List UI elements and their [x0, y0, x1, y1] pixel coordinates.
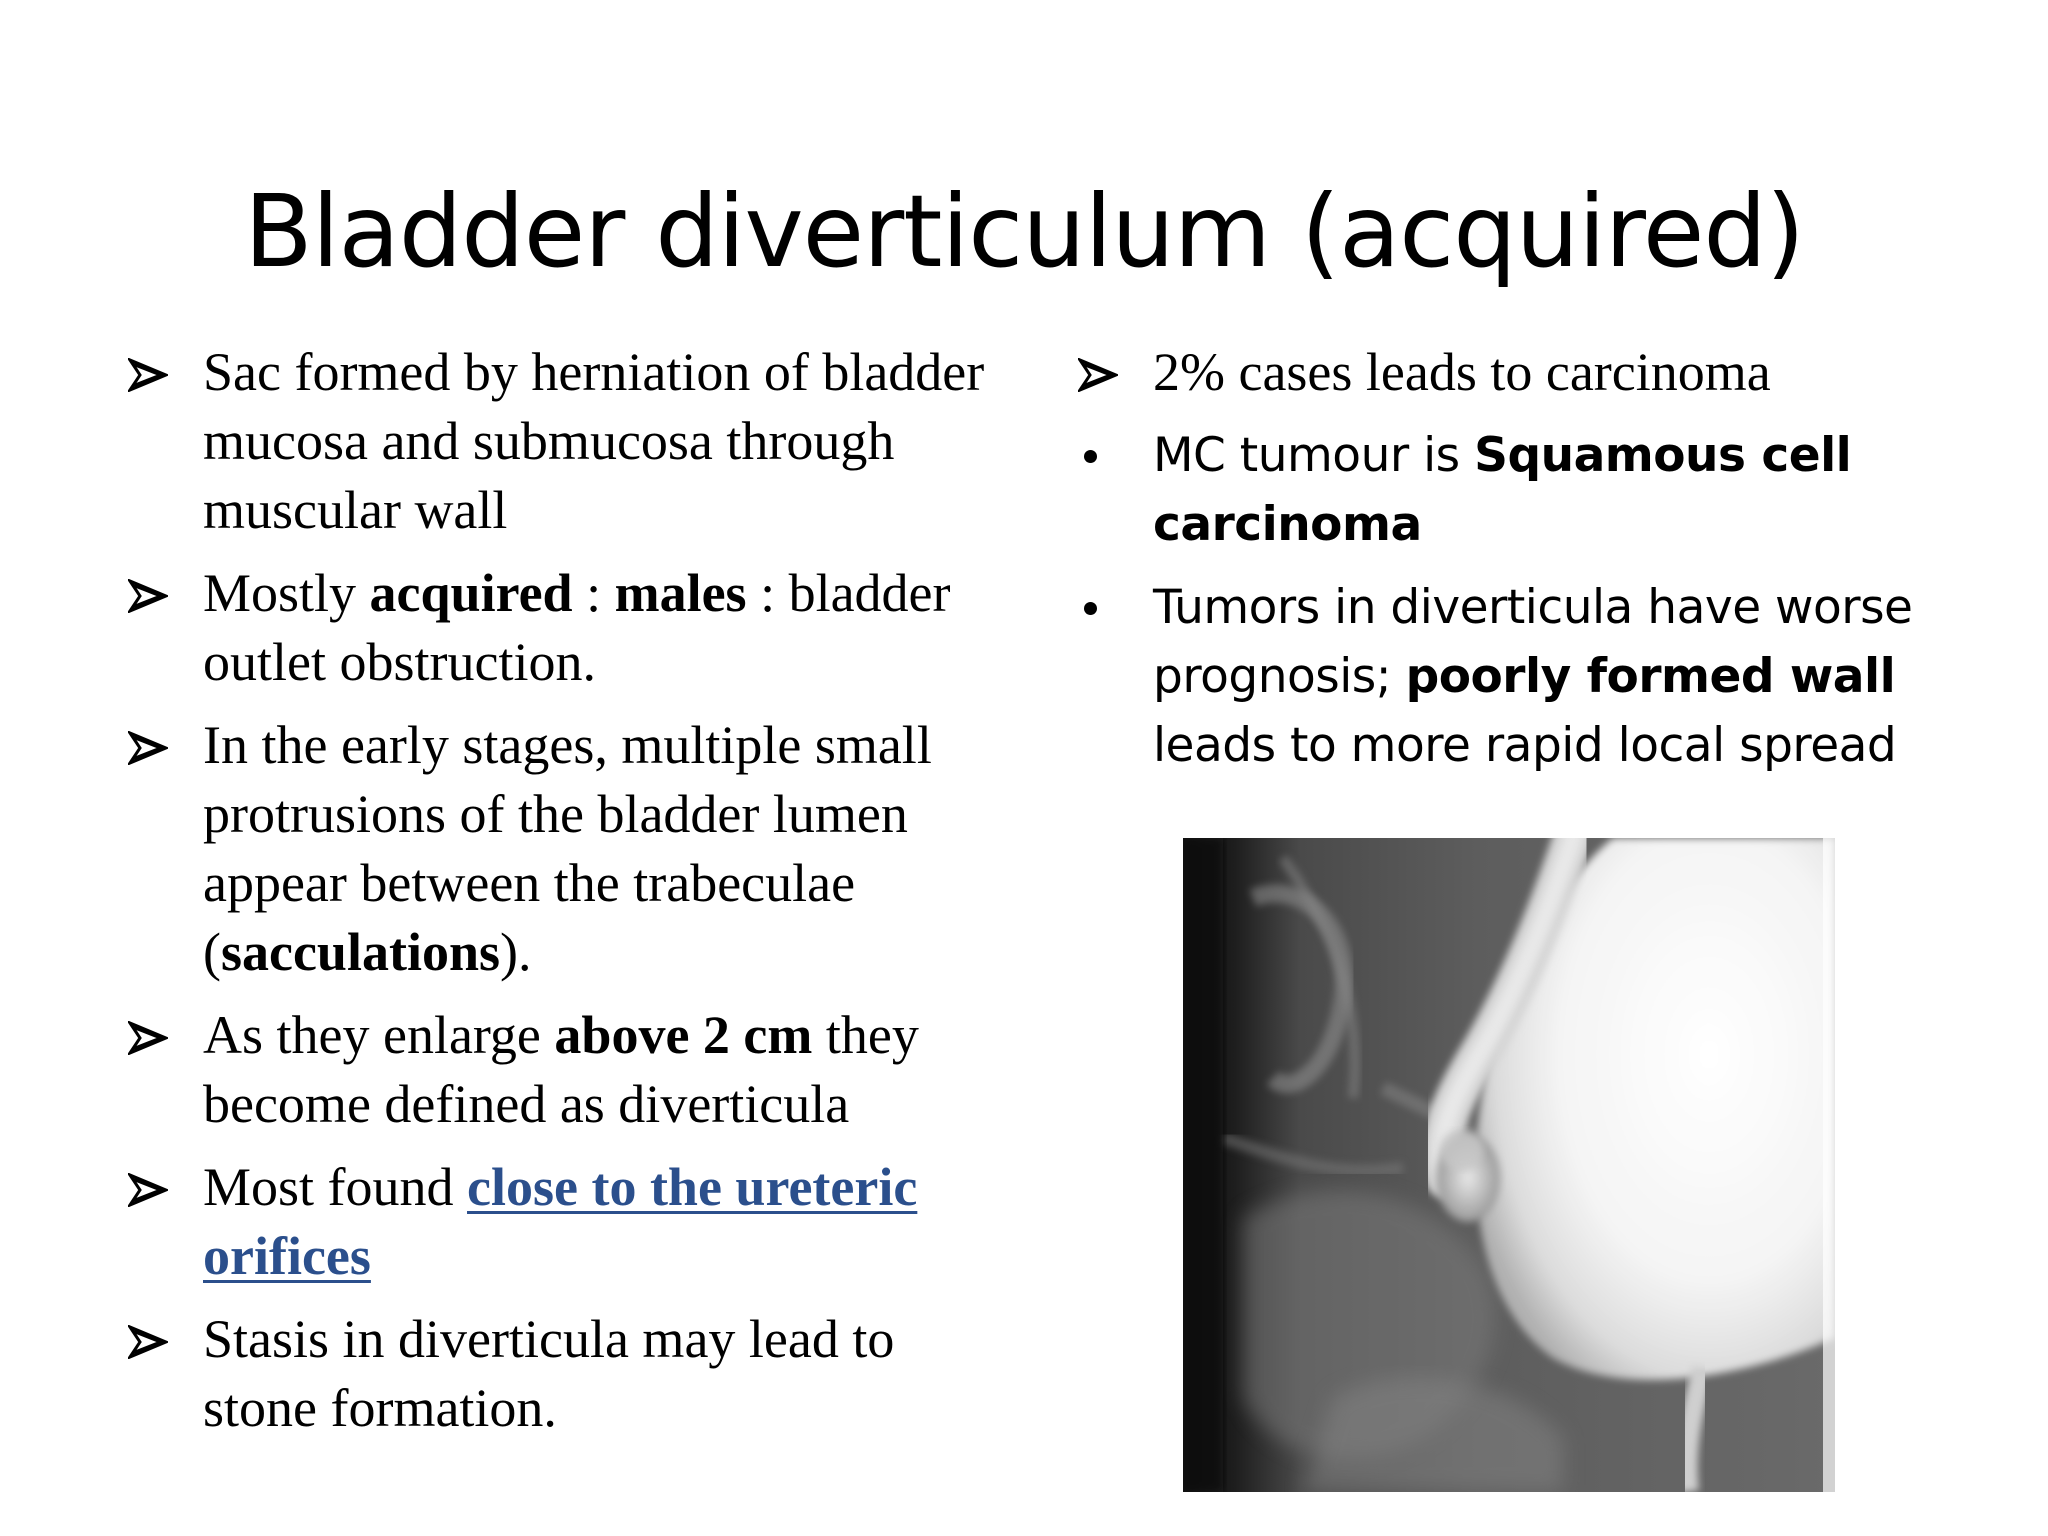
ureteric-orifices-link[interactable]: close to the ureteric orifices — [203, 1157, 918, 1286]
arrow-bullet-icon — [128, 1021, 168, 1055]
arrow-bullet-icon — [128, 358, 168, 392]
left-bullet-list — [120, 338, 1020, 1457]
bullet-item — [120, 1153, 1020, 1291]
bullet-item — [1070, 573, 1970, 780]
bullet-text: leads to more rapid local spread — [1153, 718, 1897, 773]
arrow-bullet-icon — [128, 579, 168, 613]
bullet-text: ). — [500, 922, 532, 982]
cystogram-illustration — [1183, 838, 1835, 1492]
xray-image — [1183, 838, 1835, 1492]
bullet-text: Mostly — [203, 563, 370, 623]
bold-text: sacculations — [220, 922, 501, 982]
bullet-item — [120, 711, 1020, 987]
bullet-text: Tumors in diverticula have worse prognosis; — [1153, 580, 1913, 704]
bullet-item — [1070, 338, 1970, 407]
bold-text: above 2 cm — [554, 1005, 813, 1065]
right-bullet-list — [1070, 338, 1970, 794]
bullet-text: MC tumour is — [1153, 428, 1475, 483]
bullet-text: As they enlarge — [203, 1005, 555, 1065]
dot-bullet-icon — [1084, 450, 1097, 463]
bullet-text: In the early stages, multiple small protrusions of the bladder lumen appear between the trabeculae ( — [203, 715, 932, 982]
bullet-text: 2% cases leads to carcinoma — [1153, 342, 1771, 402]
bullet-text: : bladder outlet obstruction. — [203, 563, 951, 692]
bold-text: poorly formed wall — [1405, 649, 1896, 704]
bullet-text: Most found — [203, 1157, 468, 1217]
bullet-item — [120, 338, 1020, 545]
arrow-bullet-icon — [128, 1173, 168, 1207]
dot-bullet-icon — [1084, 602, 1097, 615]
bold-text: Squamous cell carcinoma — [1153, 428, 1852, 552]
bullet-item — [120, 559, 1020, 697]
bullet-text: they become defined as diverticula — [203, 1005, 919, 1134]
bullet-text: Stasis in diverticula may lead to stone formation. — [203, 1309, 895, 1438]
slide-title: Bladder diverticulum (acquired) — [244, 173, 1804, 290]
bullet-item — [120, 1305, 1020, 1443]
bullet-item — [1070, 421, 1970, 559]
bold-text: acquired — [369, 563, 573, 623]
arrow-bullet-icon — [128, 731, 168, 765]
arrow-bullet-icon — [128, 1325, 168, 1359]
arrow-bullet-icon — [1078, 358, 1118, 392]
bullet-item — [120, 1001, 1020, 1139]
bold-text: males — [614, 563, 747, 623]
bullet-text: : — [572, 563, 615, 623]
bullet-text: Sac formed by herniation of bladder mucosa and submucosa through muscular wall — [203, 342, 985, 540]
